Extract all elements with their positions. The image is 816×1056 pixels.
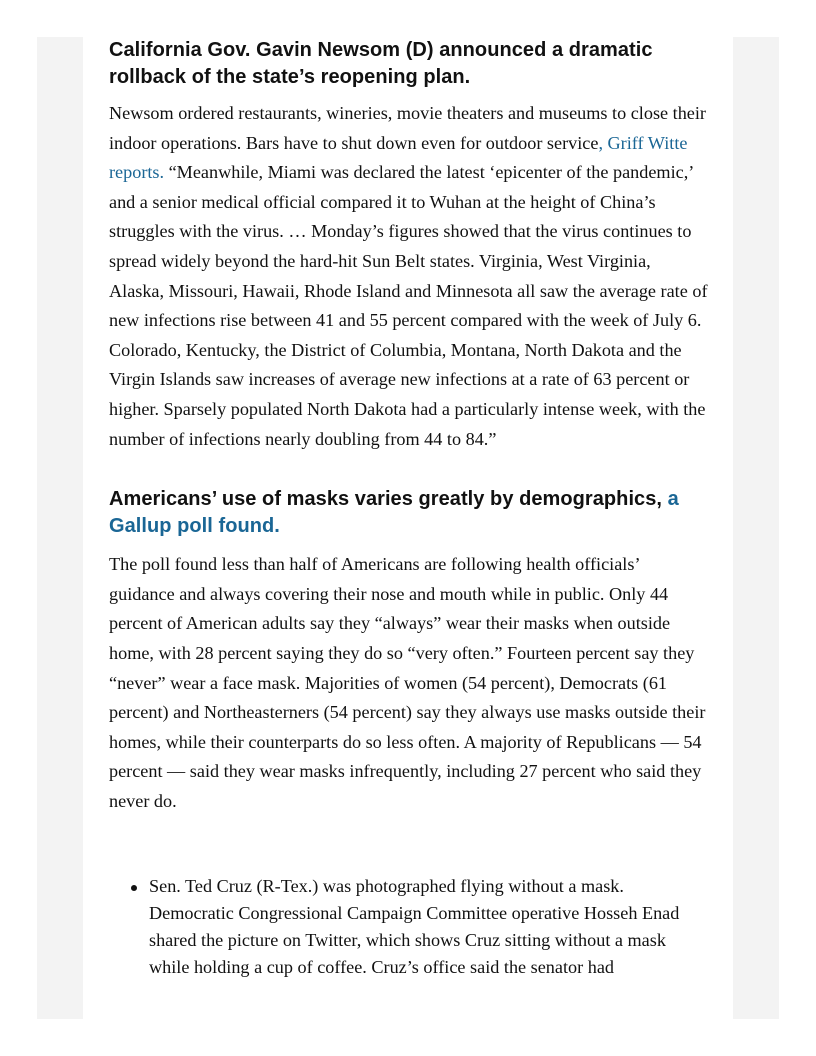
right-margin-panel [733,37,779,1019]
body-text: Newsom ordered restaurants, wineries, movie theaters and museums to close their indoor operations. Bars have to shut down even for outdoor service [109,103,706,153]
section-heading-masks [109,486,709,540]
gallup-poll-link[interactable]: a Gallup poll found. [109,488,679,538]
section-heading-newsom: California Gov. Gavin Newsom (D) announced a dramatic rollback of the state’s reopening plan. [109,39,653,88]
bullet-icon [131,885,137,891]
griff-witte-link[interactable]: , Griff Witte reports. [109,132,688,183]
body-text: “Meanwhile, Miami was declared the latest ‘epicenter of the pandemic,’ and a senior medical official compared it to Wuhan at the height of China’s struggles with the virus. … Monday’s figures showed that the virus continues to spread widely beyond the hard-hit Sun Belt states. Virginia, West Virginia, Alaska, Missouri, Hawaii, Rhode Island and Minnesota all saw the average rate of new infections rise between 41 and 55 percent compared with the week of July 6. Colorado, Kentucky, the District of Columbia, Montana, North Dakota and the Virgin Islands saw increases of average new infections at a rate of 63 percent or higher. Sparsely populated North Dakota had a particularly intense week, with the number of infections nearly doubling from 44 to 84.” [109,162,708,449]
heading-text: Americans’ use of masks varies greatly by demographics, [109,488,663,511]
article-content [109,37,709,977]
list-item [109,873,709,981]
list-item-text: Sen. Ted Cruz (R-Tex.) was photographed flying without a mask. Democratic Congressional Campaign Committee operative Hosseh Enad shared the picture on Twitter, which shows Cruz sitting without a mask while holding a cup of coffee. Cruz’s office said the senator had [149,876,680,977]
left-margin-panel [37,37,83,1019]
section-body-newsom [109,99,709,454]
bullet-list [109,873,709,981]
section-body-masks: The poll found less than half of Americans are following health officials’ guidance and always covering their nose and mouth while in public. Only 44 percent of American adults say they “always” wear their masks when outside home, with 28 percent saying they do so “very often.” Fourteen percent say they “never” wear a face mask. Majorities of women (54 percent), Democrats (61 percent) and Northeasterners (54 percent) say they always use masks outside their homes, while their counterparts do so less often. A majority of Republicans — 54 percent — said they wear masks infrequently, including 27 percent who said they never do. [109,554,706,811]
